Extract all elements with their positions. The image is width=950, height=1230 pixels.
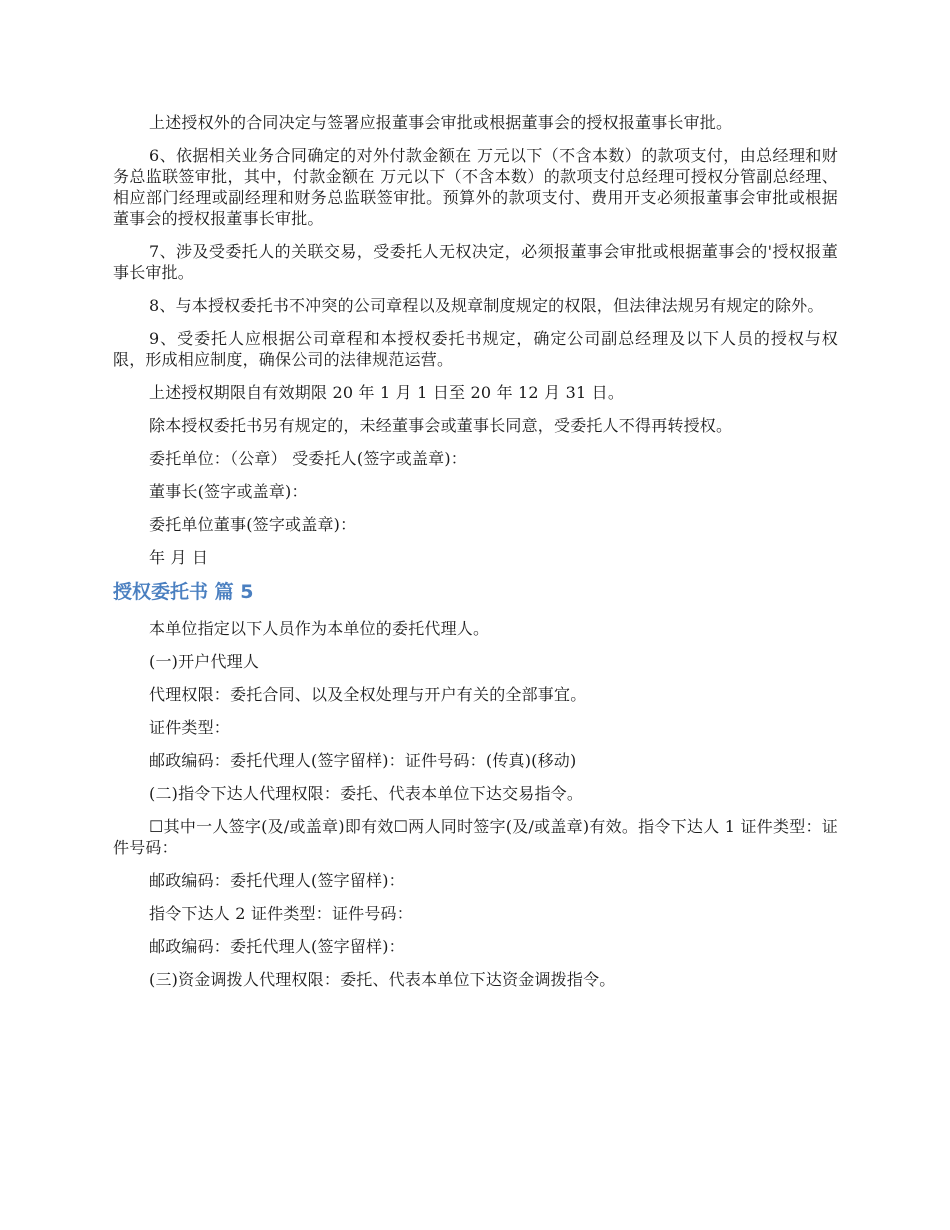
paragraph-postal-code-2: 邮政编码：委托代理人(签字留样)： — [149, 871, 405, 890]
paragraph-item-6: 6、依据相关业务合同确定的对外付款金额在 万元以下（不含本数）的款项支付，由总经理和财务总监联签审批，其中，付款金额在 万元以下（不含本数）的款项支付总经理可授权分管副总经理、相应部门经理或副经理和财务总监联签审批。预算外的款项支付、费用开支必须报董事会审批或根据董事会的授权报董事长审批。 — [113, 146, 838, 228]
paragraph-no-sub-delegation: 除本授权委托书另有规定的，未经董事会或董事长同意，受委托人不得再转授权。 — [149, 416, 733, 435]
paragraph-account-agent: (一)开户代理人 — [149, 652, 260, 671]
signature-line-unit-director: 委托单位董事(签字或盖章)： — [149, 515, 357, 534]
paragraph-item-7: 7、涉及受委托人的关联交易，受委托人无权决定，必须报董事会审批或根据董事会的'授权报董事长审批。 — [113, 242, 838, 282]
paragraph-id-type: 证件类型： — [149, 718, 231, 737]
paragraph-postal-code-1: 邮政编码：委托代理人(签字留样)：证件号码：(传真)(移动) — [149, 751, 577, 770]
paragraph-fund-transfer-agent: (三)资金调拨人代理权限：委托、代表本单位下达资金调拨指令。 — [149, 970, 616, 989]
paragraph-agency-scope: 代理权限：委托合同、以及全权处理与开户有关的全部事宜。 — [149, 685, 587, 704]
paragraph-item-8: 8、与本授权委托书不冲突的公司章程以及规章制度规定的权限，但法律法规另有规定的除外。 — [149, 296, 824, 315]
signature-line-chairman: 董事长(签字或盖章)： — [149, 482, 308, 501]
paragraph-validity-period: 上述授权期限自有效期限 20 年 1 月 1 日至 20 年 12 月 31 日。 — [149, 383, 625, 402]
signature-line-entrusting-unit: 委托单位：（公章） 受委托人(签字或盖章)： — [149, 449, 467, 468]
paragraph-issuer-2: 指令下达人 2 证件类型：证件号码： — [149, 904, 413, 923]
paragraph-instruction-issuer: (二)指令下达人代理权限：委托、代表本单位下达交易指令。 — [149, 784, 584, 803]
paragraph-designation: 本单位指定以下人员作为本单位的委托代理人。 — [149, 619, 490, 638]
paragraph-postal-code-3: 邮政编码：委托代理人(签字留样)： — [149, 937, 405, 956]
document-page — [113, 112, 838, 1002]
date-line: 年 月 日 — [149, 548, 209, 567]
section-heading: 授权委托书 篇 5 — [113, 581, 254, 603]
paragraph-signature-options: ☐其中一人签字(及/或盖章)即有效☐两人同时签字(及/或盖章)有效。指令下达人 1 证件类型：证件号码： — [113, 817, 838, 857]
paragraph-item-9: 9、受委托人应根据公司章程和本授权委托书规定，确定公司副总经理及以下人员的授权与权限，形成相应制度，确保公司的法律规范运营。 — [113, 329, 838, 369]
paragraph-approval-outside-authorization: 上述授权外的合同决定与签署应报董事会审批或根据董事会的授权报董事长审批。 — [149, 113, 733, 132]
